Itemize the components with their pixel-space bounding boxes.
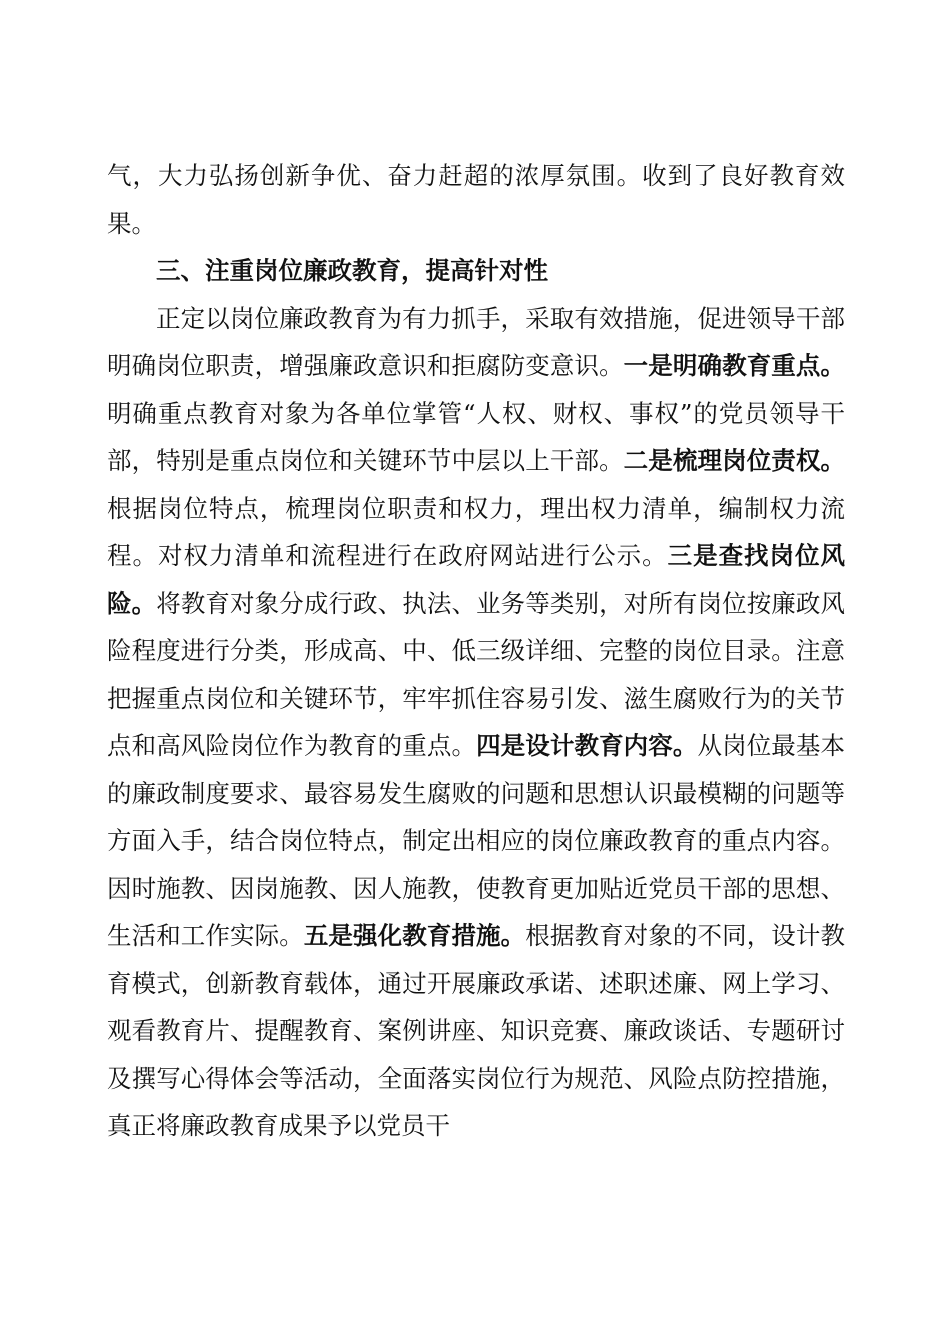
section-heading: 三、注重岗位廉政教育，提高针对性 (156, 256, 548, 285)
continuation-paragraph: 气，大力弘扬创新争优、奋力赶超的浓厚氛围。收到了良好教育效果。 (107, 161, 845, 238)
document-body (107, 152, 845, 1150)
point-five-text: 根据教育对象的不同，设计教育模式，创新教育载体，通过开展廉政承诺、述职述廉、网上学习、观看教育片、提醒教育、案例讲座、知识竞赛、廉政谈话、专题研讨及撰写心得体会等活动，全面落实岗位行为规范、风险点防控措施，真正将廉政教育成果予以党员干 (107, 921, 846, 1140)
point-three-heading: 三是查找岗位风险。 (107, 541, 846, 618)
point-four-text: 从岗位最基本的廉政制度要求、最容易发生腐败的问题和思想认识最模糊的问题等方面入手，结合岗位特点，制定出相应的岗位廉政教育的重点内容。因时施教、因岗施教、因人施教，使教育更加贴近党员干部的思想、生活和工作实际。 (107, 731, 846, 950)
point-three-text: 将教育对象分成行政、执法、业务等类别，对所有岗位按廉政风险程度进行分类，形成高、中、低三级详细、完整的岗位目录。注意把握重点岗位和关键环节，牢牢抓住容易引发、滋生腐败行为的关节点和高风险岗位作为教育的重点。 (107, 588, 846, 760)
point-one-text: 明确重点教育对象为各单位掌管“人权、财权、事权”的党员领导干部，特别是重点岗位和关键环节中层以上干部。 (107, 398, 845, 475)
point-five-heading: 五是强化教育措施。 (303, 921, 526, 950)
point-one-heading: 一是明确教育重点。 (623, 351, 845, 380)
main-paragraph (107, 295, 845, 1150)
paragraph-intro-text: 正定以岗位廉政教育为有力抓手，采取有效措施，促进领导干部明确岗位职责，增强廉政意识和拒腐防变意识。 (107, 303, 845, 380)
point-four-heading: 四是设计教育内容。 (476, 731, 698, 760)
point-two-text: 根据岗位特点，梳理岗位职责和权力，理出权力清单，编制权力流程。对权力清单和流程进行在政府网站进行公示。 (107, 493, 845, 570)
point-two-heading: 二是梳理岗位责权。 (623, 446, 845, 475)
